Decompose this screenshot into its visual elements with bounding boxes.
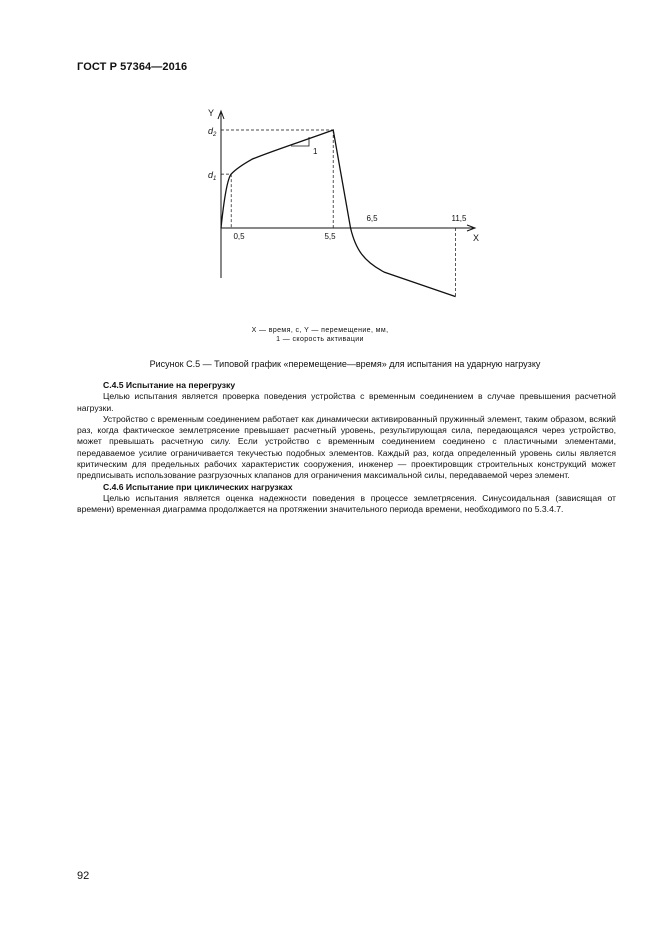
page-number: 92: [77, 870, 90, 882]
figure-caption: Рисунок С.5 — Типовой график «перемещение—время» для испытания на ударную нагрузку: [149, 359, 541, 369]
y-tick-label: $d_2$: [208, 126, 217, 138]
paragraph: Устройство с временным соединением работает как динамически активированный пружинный элемент, таким образом, всякий раз, когда фактическое землетрясение превышает расчетный уровень, результирующая сила, передающаяся через устройство, может превышать расчетную силу. Если устройство с временным соединением соединено с пластичными элементами, передаваемое усилие ограничивается текучестью подобных элементов. Каждый раз, когда определенный уровень силы является критическим для предельных рабочих характеристик сооружения, инженер — проектировщик строительных конструкций может предписывать использование разгрузочных клапанов для ограничения максимальной силы, передаваемой через элемент.: [77, 413, 616, 481]
y-axis-label: Y: [208, 108, 215, 118]
data-point-5: [343, 178, 344, 179]
legend-line-axes: X — время, с, Y — перемещение, мм,: [251, 327, 389, 334]
section-heading-c45: С.4.5 Испытание на перегрузку: [103, 380, 236, 390]
x-tick-label: 0,5: [233, 232, 245, 241]
paragraph: Целью испытания является проверка поведения устройства с временным соединением в случае превышения расчетной нагрузки.: [77, 391, 616, 413]
x-tick-label: 6,5: [366, 214, 378, 223]
section-heading-c46: С.4.6 Испытание при циклических нагрузках: [103, 481, 293, 492]
y-tick-label: $d_1$: [208, 170, 217, 183]
x-tick-label: 5,5: [324, 232, 336, 241]
x-tick-label: 11,5: [451, 214, 467, 223]
paragraph: Целью испытания является оценка надежности поведения в процессе землетрясения. Синусоидальная (зависящая от времени) временная диаграмма продолжается на протяжении значительного периода времени, необходимого по 5.3.4.7.: [77, 492, 616, 515]
legend-line-rate: 1 — скорость активации: [276, 336, 364, 343]
body-text: [77, 380, 616, 516]
x-axis-label: X: [473, 233, 480, 243]
displacement-curve: [221, 130, 456, 297]
standard-header: ГОСТ Р 57364—2016: [77, 61, 188, 73]
data-point-7: [363, 262, 364, 263]
annotation-1: 1: [313, 147, 318, 156]
displacement-time-chart: [0, 0, 661, 340]
